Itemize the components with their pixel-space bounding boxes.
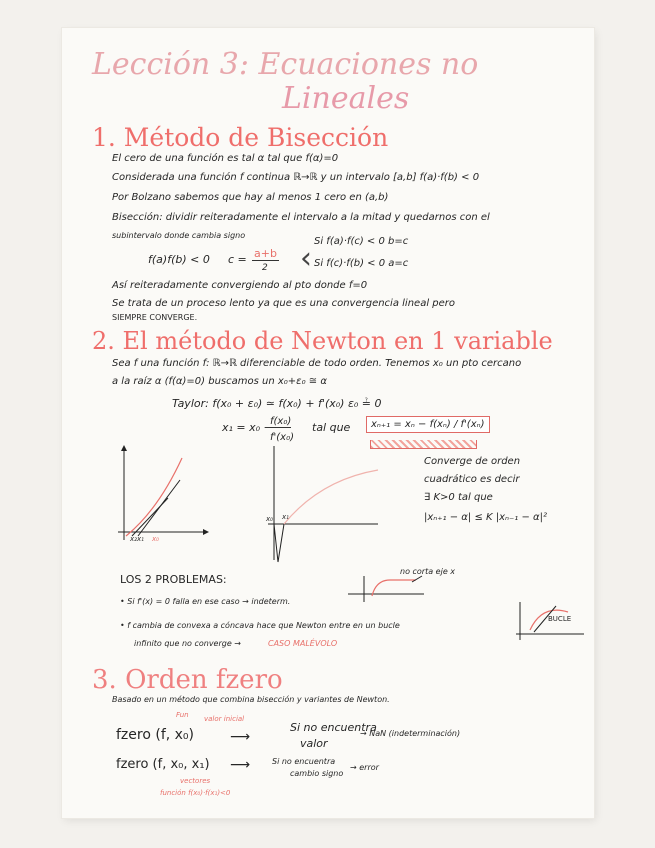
section3-heading: 3. Orden fzero [92,665,283,695]
x1-denominator: f'(x₀) [270,432,294,443]
bisection-branch-2: Si f(c)·f(b) < 0 a=c [314,258,409,269]
graph1-x-arrow [203,529,209,535]
branch-brace: ‹ [300,241,312,276]
arrow-1: ⟶ [230,729,251,745]
newton-convergence-graph [110,440,210,550]
graph2-label-x0: x₀ [266,515,273,523]
section1-conclusion: SIEMPRE CONVERGE. [112,313,198,322]
graph1-curve [126,458,182,536]
section2-heading: 2. El método de Newton en 1 variable [92,327,553,355]
lesson-title-line1: Lección 3: Ecuaciones no [92,47,479,82]
result1-line-b: valor [300,737,328,750]
graph1-y-arrow [121,445,127,451]
midpoint-denominator: 2 [262,263,268,273]
annot-funcion: función f(x₀)·f(x₁)<0 [160,789,231,797]
bisection-branch-1: Si f(a)·f(c) < 0 b=c [314,236,409,247]
lesson-title-line2: Lineales [282,81,410,116]
graph2-curve [284,470,378,524]
horizontal-tangent-sketch [346,574,426,604]
graph2-spike [274,524,284,562]
section1-heading: 1. Método de Bisección [92,123,389,152]
section2-line: Sea f una función f: ℝ→ℝ diferenciable de todo orden. Tenemos x₀ un pto cercano [112,358,522,369]
section1-conclusion: Se trata de un proceso lento ya que es una convergencia lineal pero [112,298,456,309]
result2-error: → error [350,763,379,772]
problems-heading: LOS 2 PROBLEMAS: [120,573,227,586]
problem-1: • Si f'(x) = 0 falla en ese caso → indeterm. [120,597,291,606]
tal-que-label: tal que [312,421,351,434]
section1-line: Considerada una función f continua ℝ→ℝ y un intervalo [a,b] f(a)·f(b) < 0 [112,172,480,183]
midpoint-numerator: a+b [254,247,277,260]
bucle-label: BUCLE [548,615,572,623]
convergence-inequality: |xₙ₊₁ − α| ≤ K |xₙ₋₁ − α|² [424,512,548,523]
newton-divergence-graph [260,440,380,570]
section1-line: El cero de una función es tal α tal que f(α)=0 [112,153,339,164]
result1-nan: → NaN (indeterminación) [360,729,461,738]
graph2-label-x1: x₁ [282,513,289,521]
convergence-line: cuadrático es decir [424,474,520,485]
problem-2a: • f cambia de convexa a cóncava hace que Newton entre en un bucle [120,621,400,630]
section2-line: a la raíz α (f(α)=0) buscamos un x₀+ε₀ ≅ α [112,376,327,387]
taylor-expansion: Taylor: f(x₀ + ε₀) ≃ f(x₀) + f'(x₀) ε₀ ≟ 0 [172,397,382,410]
caso-malevolo-tag: CASO MALÉVOLO [268,639,338,648]
result1-line-a: Si no encuentra [290,721,377,734]
bisection-condition: f(a)f(b) < 0 [148,253,210,266]
annot-fun: Fun [176,711,189,719]
graph1-label-x2x1: x₂x₁ [130,535,144,543]
arrow-2: ⟶ [230,757,251,773]
problem-2b: infinito que no converge → [134,639,242,648]
result2-line-a: Si no encuentra [272,757,336,766]
graph1-label-x0: x₀ [152,535,159,543]
x1-lhs: x₁ = x₀ − [222,421,273,434]
problem1-note: no corta eje x [400,567,456,576]
x1-numerator: f(x₀) [270,416,292,427]
midpoint-label: c = [228,253,247,266]
annot-valor-inicial: valor inicial [204,715,245,723]
fzero-call-2: fzero (f, x₀, x₁) [116,757,210,772]
fzero-call-1: fzero (f, x₀) [116,727,195,743]
convergence-line: Converge de orden [424,456,521,467]
section3-line: Basado en un método que combina bisección y variantes de Newton. [112,695,390,704]
section1-conclusion: Así reiteradamente convergiendo al pto donde f=0 [112,280,368,291]
annot-vectores: vectores [180,777,211,785]
section1-line: Por Bolzano sabemos que hay al menos 1 cero en (a,b) [112,192,389,203]
convergence-line: ∃ K>0 tal que [424,492,493,503]
formula-underline-hatch [370,440,477,449]
section1-line: subintervalo donde cambia signo [112,231,246,240]
newton-iteration-formula: xₙ₊₁ = xₙ − f(xₙ) / f'(xₙ) [366,416,490,433]
result2-line-b: cambio signo [290,769,344,778]
section1-line: Bisección: dividir reiteradamente el intervalo a la mitad y quedarnos con el [112,212,490,223]
graph1-tangent-2 [132,498,168,536]
